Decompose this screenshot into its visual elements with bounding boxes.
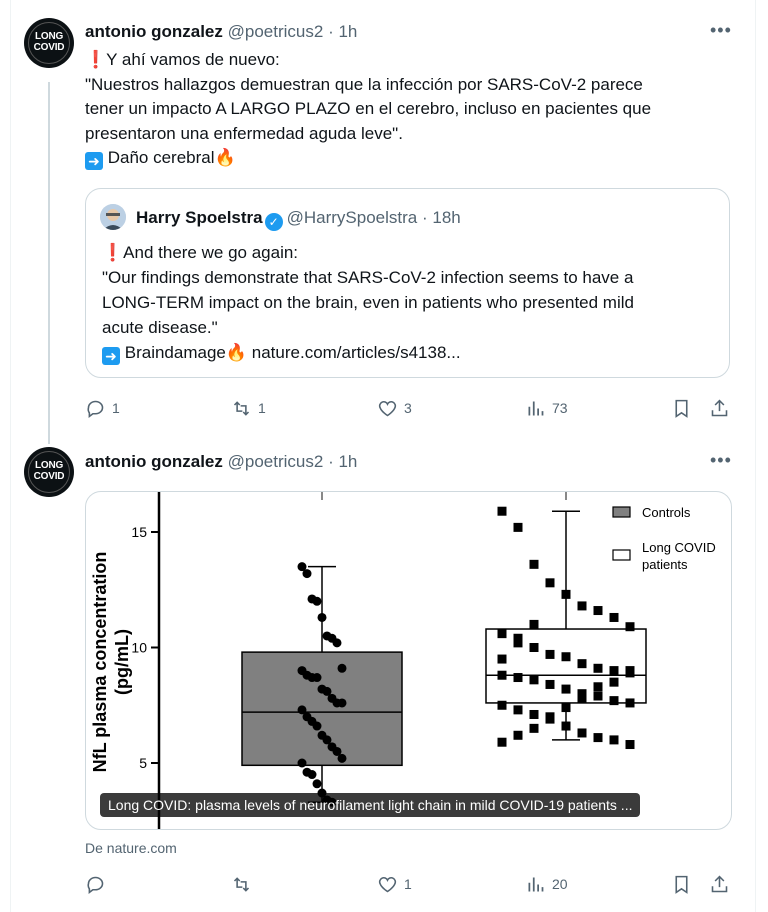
quote-link: nature.com/articles/s4138...: [251, 343, 461, 362]
fire-icon: 🔥: [225, 343, 248, 362]
arrow-right-icon: ➜: [85, 152, 103, 170]
share-icon: [709, 398, 730, 419]
box: [242, 652, 402, 765]
reply-button[interactable]: 1: [85, 396, 120, 420]
bookmark-button[interactable]: [671, 872, 692, 896]
repost-icon: [231, 398, 252, 419]
data-point: [338, 664, 347, 673]
post-actions: [85, 396, 735, 420]
data-point: [514, 705, 523, 714]
y-tick-label: 10: [131, 639, 147, 656]
quote-author-name: Harry Spoelstra: [136, 208, 263, 227]
exclamation-icon: ❗: [102, 243, 124, 262]
thread-line: [48, 82, 50, 444]
data-point: [308, 770, 317, 779]
legend-label: Long COVID: [642, 540, 716, 555]
y-tick-label: 15: [131, 524, 147, 540]
post-header: antonio gonzalez @poetricus2 · 1h: [85, 452, 358, 471]
data-point: [530, 724, 539, 733]
quote-text: ❗And there we go again: "Our findings demonstrate that SARS-CoV-2 infection seems to have a LONG-TERM impact on the brain, even in patients who presented mild acute disease." ➜ Braindamage🔥 nature.com/articles/s4138...: [102, 243, 634, 364]
data-point: [610, 735, 619, 744]
post-text: ❗Y ahí vamos de nuevo: "Nuestros hallazgos demuestran que la infección por SARS-CoV-2 parece tener un impacto A LARGO PLAZO en el cerebro, incluso en pacientes que presentaron una enfermedad aguda leve". ➜ Daño cerebral🔥: [85, 50, 652, 169]
verified-badge-icon: ✓: [265, 213, 283, 231]
exclamation-icon: ❗: [85, 50, 107, 69]
repost-icon: [231, 874, 252, 895]
repost-button[interactable]: 1: [231, 396, 266, 420]
data-point: [313, 673, 322, 682]
data-point: [626, 740, 635, 749]
data-point: [578, 659, 587, 668]
data-point: [562, 590, 571, 599]
legend-label: Controls: [642, 505, 691, 520]
post-time[interactable]: 1h: [338, 452, 358, 471]
data-point: [298, 759, 307, 768]
legend-swatch: [613, 507, 630, 517]
data-point: [514, 673, 523, 682]
data-point: [546, 650, 555, 659]
data-point: [530, 643, 539, 652]
share-button[interactable]: [709, 872, 730, 896]
data-point: [610, 613, 619, 622]
card-source[interactable]: De nature.com: [85, 840, 177, 856]
data-point: [318, 613, 327, 622]
data-point: [594, 606, 603, 615]
views-icon: [525, 398, 546, 419]
data-point: [530, 710, 539, 719]
data-point: [498, 701, 507, 710]
y-axis-label: (pg/mL): [112, 629, 132, 695]
data-point: [610, 696, 619, 705]
views-button[interactable]: 20: [525, 872, 568, 896]
y-tick-label: 5: [139, 755, 147, 771]
more-options-icon[interactable]: •••: [710, 20, 732, 40]
data-point: [338, 698, 347, 707]
data-point: [313, 722, 322, 731]
share-icon: [709, 874, 730, 895]
reply-icon: [85, 874, 106, 895]
chart-image: [86, 492, 732, 830]
data-point: [498, 629, 507, 638]
data-point: [498, 507, 507, 516]
views-icon: [525, 874, 546, 895]
data-point: [338, 754, 347, 763]
y-axis-label: NfL plasma concentration: [90, 551, 110, 773]
data-point: [594, 664, 603, 673]
data-point: [594, 733, 603, 742]
share-button[interactable]: [709, 396, 730, 420]
data-point: [578, 728, 587, 737]
data-point: [546, 712, 555, 721]
data-point: [514, 523, 523, 532]
data-point: [313, 597, 322, 606]
avatar[interactable]: LONG COVID: [24, 18, 74, 68]
data-point: [610, 678, 619, 687]
data-point: [498, 655, 507, 664]
data-point: [562, 722, 571, 731]
data-point: [562, 652, 571, 661]
quote-avatar: [100, 204, 126, 230]
data-point: [498, 738, 507, 747]
data-point: [610, 666, 619, 675]
data-point: [333, 638, 342, 647]
data-point: [498, 671, 507, 680]
views-button[interactable]: 73: [525, 396, 568, 420]
bookmark-button[interactable]: [671, 396, 692, 420]
post-header: antonio gonzalez @poetricus2 · 1h: [85, 22, 358, 41]
data-point: [594, 692, 603, 701]
heart-icon: [377, 398, 398, 419]
author-name[interactable]: antonio gonzalez: [85, 22, 223, 41]
post-time[interactable]: 1h: [338, 22, 358, 41]
data-point: [578, 601, 587, 610]
more-options-icon[interactable]: •••: [710, 450, 732, 470]
bookmark-icon: [671, 398, 692, 419]
data-point: [546, 578, 555, 587]
data-point: [626, 698, 635, 707]
data-point: [530, 620, 539, 629]
quote-header: Harry Spoelstra ✓ @HarrySpoelstra · 18h: [136, 208, 461, 229]
quote-author-handle: @HarrySpoelstra: [286, 208, 418, 227]
data-point: [626, 622, 635, 631]
avatar[interactable]: LONG COVID: [24, 447, 74, 497]
card-caption: Long COVID: plasma levels of neurofilament light chain in mild COVID-19 patients ...: [100, 793, 640, 817]
like-button[interactable]: 3: [377, 396, 412, 420]
data-point: [562, 703, 571, 712]
quote-time: 18h: [432, 208, 461, 227]
author-handle[interactable]: @poetricus2: [227, 22, 324, 41]
like-button[interactable]: 1: [377, 872, 412, 896]
legend-swatch: [613, 550, 630, 560]
legend-label: patients: [642, 557, 688, 572]
quoted-post[interactable]: [85, 188, 730, 378]
reply-button[interactable]: [85, 872, 112, 896]
data-point: [530, 560, 539, 569]
data-point: [530, 675, 539, 684]
data-point: [578, 694, 587, 703]
data-point: [626, 666, 635, 675]
fire-icon: 🔥: [214, 148, 236, 167]
link-card[interactable]: [85, 491, 732, 830]
author-name[interactable]: antonio gonzalez: [85, 452, 223, 471]
post-actions: [85, 872, 735, 896]
bookmark-icon: [671, 874, 692, 895]
author-handle[interactable]: @poetricus2: [227, 452, 324, 471]
arrow-right-icon: ➜: [102, 347, 120, 365]
reply-icon: [85, 398, 106, 419]
heart-icon: [377, 874, 398, 895]
data-point: [546, 680, 555, 689]
repost-button[interactable]: [231, 872, 258, 896]
data-point: [514, 638, 523, 647]
data-point: [313, 779, 322, 788]
data-point: [514, 731, 523, 740]
data-point: [303, 569, 312, 578]
data-point: [594, 682, 603, 691]
data-point: [562, 685, 571, 694]
